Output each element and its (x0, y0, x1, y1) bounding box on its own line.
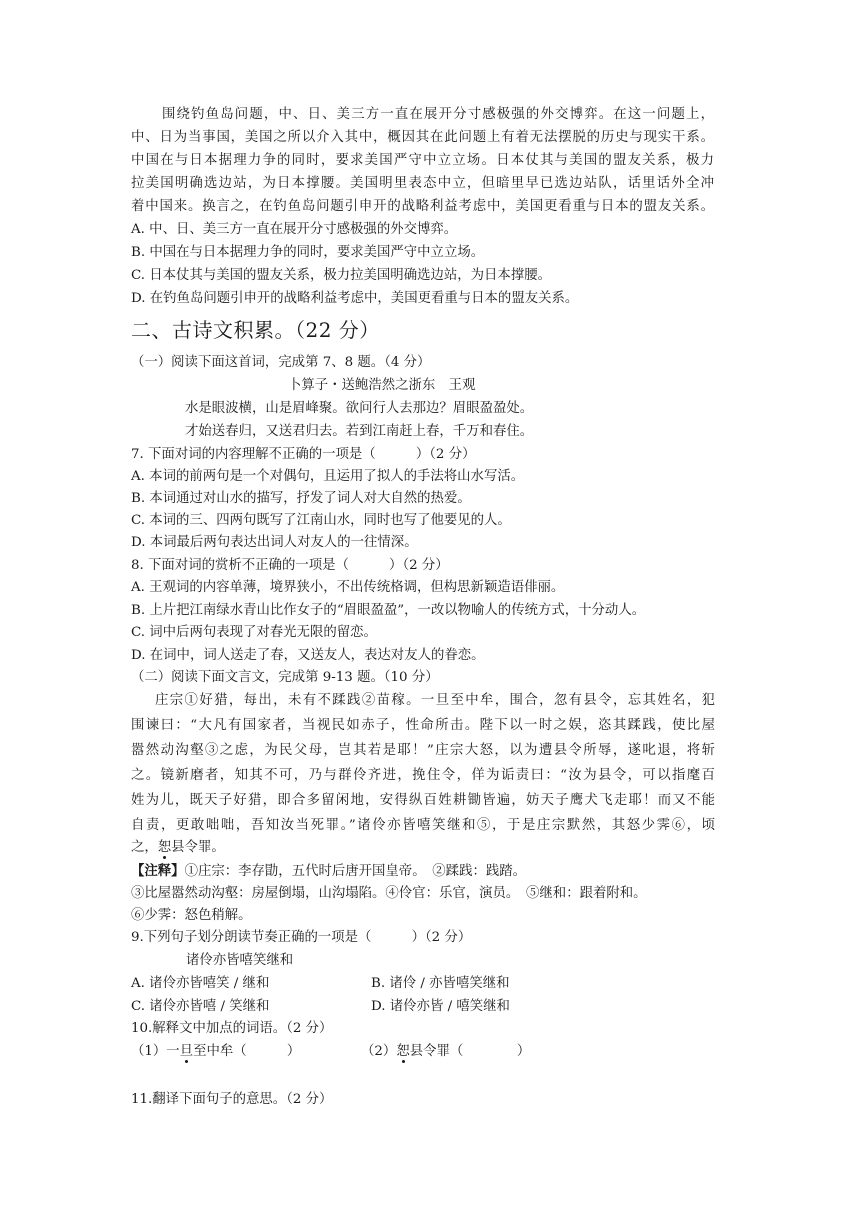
passage-line: 中、日为当事国，美国之所以介入其中，概因其在此问题上有着无法摆脱的历史与现实干系。 (131, 130, 714, 145)
q10-item-1 (131, 1042, 300, 1062)
prose-line: 姓为儿，既天子好猎，即合多留闲地，安得纵百姓耕锄皆遍，妨天子鹰犬飞走耶！而又不能 (131, 793, 715, 808)
section-heading: 二、古诗文积累。（22 分） (131, 318, 380, 342)
option-c: C. 日本仗其与美国的盟友关系，极力拉美国明确选边站，为日本撑腰。 (131, 268, 551, 283)
prose-line: 庄宗①好猎，每出，未有不蹂践②苗稼。一旦至中牟，围合，忽有县令，忘其姓名，犯 (155, 693, 715, 708)
prose-text: 之， (131, 840, 158, 855)
dotted-word: 旦 (179, 1044, 194, 1059)
q8-option-a: A. 王观词的内容单薄，境界狭小，不出传统格调，但构思新颖造语俳丽。 (131, 580, 565, 595)
poem-line: 水是眼波横，山是眉峰聚。欲问行人去那边？眉眼盈盈处。 (185, 401, 534, 416)
q10-stem: 10.解释文中加点的词语。（2 分） (131, 1021, 333, 1036)
prose-line: 之。镜新磨者，知其不可，乃与群伶齐进，挽住令，佯为诟责曰：“汝为县令，可以指麾百 (131, 768, 715, 783)
prose-line-last (131, 838, 225, 858)
passage-line: 着中国来。换言之，在钓鱼岛问题引申开的战略利益考虑中，美国更看重与日本的盟友关系。 (131, 199, 714, 214)
q9-option-a: A. 诸伶亦皆嘻笑 / 继和 (131, 976, 270, 991)
dotted-word: 恕 (396, 1044, 410, 1059)
prose-text: 县令罪。 (171, 840, 225, 855)
q10-text: （1）一 (131, 1044, 180, 1059)
prose-line: 自责，更敢咄咄，吾知汝当死罪。”诸伶亦皆嘻笑继和⑤，于是庄宗默然，其怒少霁⑥，顷 (131, 818, 715, 833)
q10-text: （2） (361, 1044, 397, 1059)
q11-stem: 11.翻译下面句子的意思。（2 分） (131, 1092, 333, 1107)
q10-text: 县令罪（ ） (409, 1044, 531, 1059)
notes-label: 【注释】 (131, 863, 185, 879)
poem-title: 卜算子・送鲍浩然之浙东 王观 (288, 378, 476, 393)
notes-line (131, 861, 526, 881)
q9-option-b: B. 诸伶 / 亦皆嘻笑继和 (371, 976, 510, 991)
part1-intro: （一）阅读下面这首词，完成第 7、8 题。（4 分） (131, 355, 431, 370)
prose-line: 嚣然动沟壑③之虑，为民父母，岂其若是耶！”庄宗大怒，以为遭县令所辱，遂叱退，将斩 (131, 743, 715, 758)
q8-stem: 8. 下面对词的赏析不正确的一项是（ ）（2 分） (131, 558, 449, 573)
prose-line: 围谏曰：“大凡有国家者，当视民如赤子，性命所击。陛下以一时之娱，恣其蹂践，使比屋 (131, 718, 715, 733)
q9-stem: 9.下列句子划分朗读节奏正确的一项是（ ）（2 分） (131, 930, 472, 945)
notes-line: ⑥少霁：怒色稍解。 (131, 908, 252, 923)
option-a: A. 中、日、美三方一直在展开分寸感极强的外交博弈。 (131, 222, 458, 237)
q7-stem: 7. 下面对词的内容理解不正确的一项是（ ）（2 分） (131, 447, 476, 462)
q9-option-d: D. 诸伶亦皆 / 嘻笑继和 (371, 999, 510, 1014)
poem-line: 才始送春归，又送君归去。若到江南赶上春，千万和春住。 (185, 424, 534, 439)
q8-option-b: B. 上片把江南绿水青山比作女子的“眉眼盈盈”，一改以物喻人的传统方式，十分动人。 (131, 603, 646, 618)
q10-text: 至中牟（ ） (193, 1044, 301, 1059)
notes-line: ③比屋嚣然动沟壑：房屋倒塌，山沟塌陷。④伶官：乐官，演员。 ⑤继和：跟着附和。 (131, 886, 647, 901)
q8-option-d: D. 在词中，词人送走了春，又送友人，表达对友人的眷恋。 (131, 648, 485, 663)
q10-item-2 (361, 1042, 530, 1062)
option-d: D. 在钓鱼岛问题引申开的战略利益考虑中，美国更看重与日本的盟友关系。 (131, 291, 579, 306)
q7-option-b: B. 本词通过对山水的描写，抒发了词人对大自然的热爱。 (131, 491, 471, 506)
dotted-word: 恕 (157, 840, 172, 855)
q7-option-d: D. 本词最后两句表达出词人对友人的一往情深。 (131, 535, 418, 550)
option-b: B. 中国在与日本据理力争的同时，要求美国严守中立立场。 (131, 245, 485, 260)
notes-text: ①庄宗：李存勖，五代时后唐开国皇帝。 ②蹂践：践踏。 (184, 864, 527, 879)
passage-line: 围绕钓鱼岛问题，中、日、美三方一直在展开分寸感极强的外交博弈。在这一问题上， (162, 107, 714, 122)
q8-option-c: C. 词中后两句表现了对春光无限的留恋。 (131, 625, 377, 640)
passage-line: 中国在与日本据理力争的同时，要求美国严守中立立场。日本仗其与美国的盟友关系，极力 (131, 153, 714, 168)
q9-option-c: C. 诸伶亦皆嘻 / 笑继和 (131, 999, 270, 1014)
q7-option-a: A. 本词的前两句是一个对偶句，且运用了拟人的手法将山水写活。 (131, 469, 525, 484)
passage-line: 拉美国明确选边站，为日本撑腰。美国明里表态中立，但暗里早已选边站队，话里话外全冲 (131, 176, 714, 191)
q7-option-c: C. 本词的三、四两句既写了江南山水，同时也写了他要见的人。 (131, 513, 511, 528)
q9-sentence: 诸伶亦皆嘻笑继和 (186, 953, 294, 968)
part2-intro: （二）阅读下面文言文，完成第 9-13 题。（10 分） (131, 670, 439, 685)
